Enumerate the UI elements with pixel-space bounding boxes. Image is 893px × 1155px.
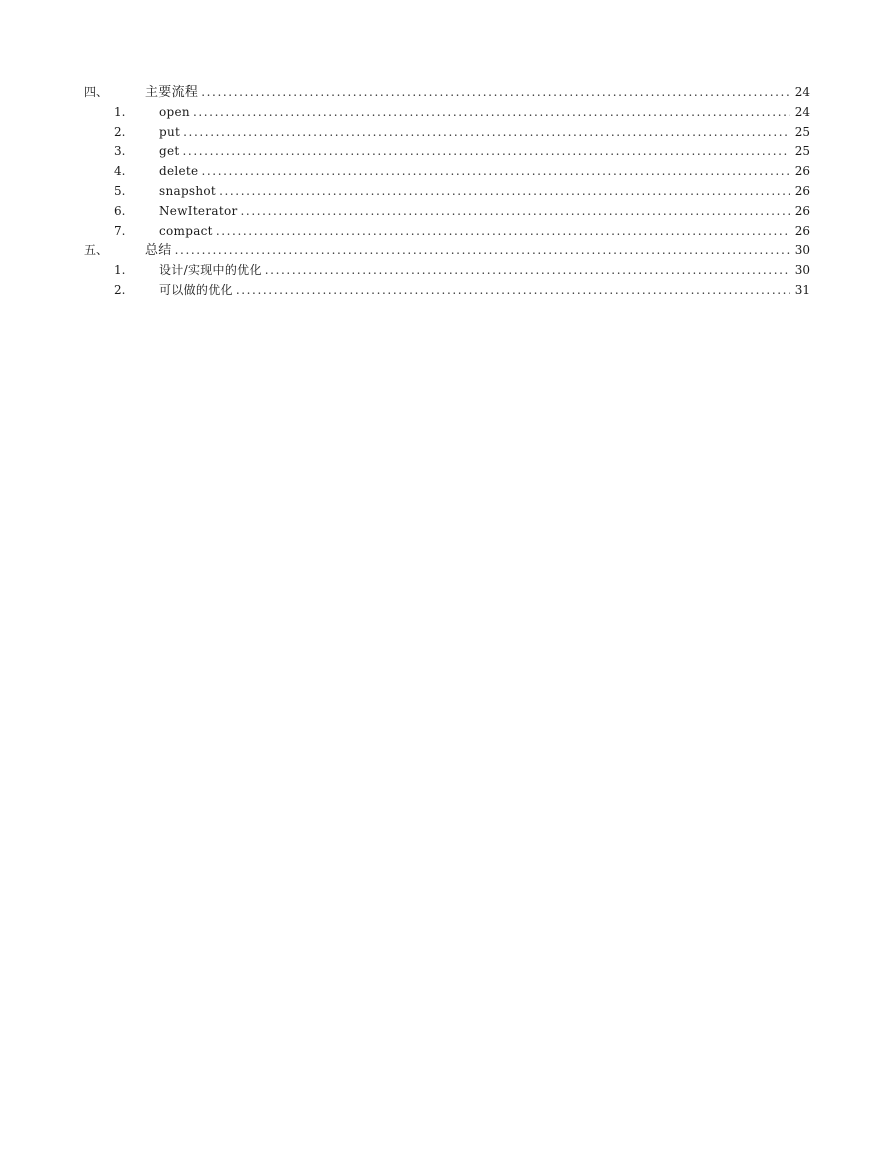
- toc-dot-leader: [219, 182, 790, 202]
- toc-entry-open[interactable]: [84, 103, 810, 123]
- toc-entry-possible-optimizations[interactable]: [84, 281, 810, 301]
- toc-entry-title: 总结: [145, 243, 172, 259]
- toc-entry-number: 4.: [114, 164, 126, 179]
- toc-entry-page: 31: [794, 282, 810, 297]
- toc-entry-title: compact: [159, 223, 213, 238]
- toc-dot-leader: [175, 241, 790, 261]
- toc-dot-leader: [201, 162, 790, 182]
- toc-entry-number: 1.: [114, 263, 126, 278]
- toc-entry-snapshot[interactable]: [84, 182, 810, 202]
- toc-entry-page: 30: [794, 263, 810, 278]
- toc-dot-leader: [183, 142, 790, 162]
- toc-dot-leader: [193, 103, 790, 123]
- toc-entry-new-iterator[interactable]: [84, 202, 810, 222]
- toc-dot-leader: [201, 83, 790, 103]
- toc-entry-title: delete: [159, 164, 199, 179]
- toc-entry-title: snapshot: [159, 183, 217, 198]
- toc-entry-number: 四、: [84, 85, 109, 99]
- toc-dot-leader: [183, 123, 790, 143]
- toc-entry-number: 6.: [114, 203, 126, 218]
- toc-entry-number: 1.: [114, 104, 126, 119]
- toc-entry-title: get: [159, 144, 180, 159]
- toc-entry-main-flow[interactable]: [84, 83, 810, 103]
- toc-entry-put[interactable]: [84, 123, 810, 143]
- table-of-contents: [84, 83, 810, 301]
- toc-entry-number: 2.: [114, 124, 126, 139]
- toc-dot-leader: [216, 222, 790, 242]
- toc-entry-number: 五、: [84, 243, 109, 258]
- toc-entry-title: open: [159, 104, 190, 119]
- toc-entry-get[interactable]: [84, 142, 810, 162]
- toc-entry-delete[interactable]: [84, 162, 810, 182]
- toc-entry-page: 24: [794, 104, 810, 119]
- toc-entry-title: 主要流程: [145, 85, 199, 100]
- toc-entry-page: 30: [794, 243, 810, 258]
- toc-dot-leader: [265, 261, 790, 281]
- toc-entry-compact[interactable]: [84, 222, 810, 242]
- toc-entry-number: 3.: [114, 144, 126, 159]
- toc-entry-title: NewIterator: [159, 203, 238, 218]
- toc-entry-number: 7.: [114, 223, 126, 238]
- toc-entry-page: 26: [794, 223, 810, 238]
- toc-entry-number: 2.: [114, 282, 126, 297]
- toc-entry-title: 设计/实现中的优化: [159, 263, 262, 278]
- toc-entry-title: 可以做的优化: [159, 282, 233, 297]
- toc-entry-page: 26: [794, 164, 810, 179]
- toc-entry-summary[interactable]: [84, 241, 810, 261]
- toc-entry-page: 24: [794, 85, 810, 99]
- toc-entry-page: 25: [794, 144, 810, 159]
- toc-entry-title: put: [159, 124, 181, 139]
- toc-entry-page: 26: [794, 203, 810, 218]
- toc-dot-leader: [241, 202, 790, 222]
- toc-dot-leader: [236, 281, 790, 301]
- toc-entry-design-optimizations[interactable]: [84, 261, 810, 281]
- toc-entry-page: 25: [794, 124, 810, 139]
- toc-entry-page: 26: [794, 183, 810, 198]
- toc-entry-number: 5.: [114, 183, 126, 198]
